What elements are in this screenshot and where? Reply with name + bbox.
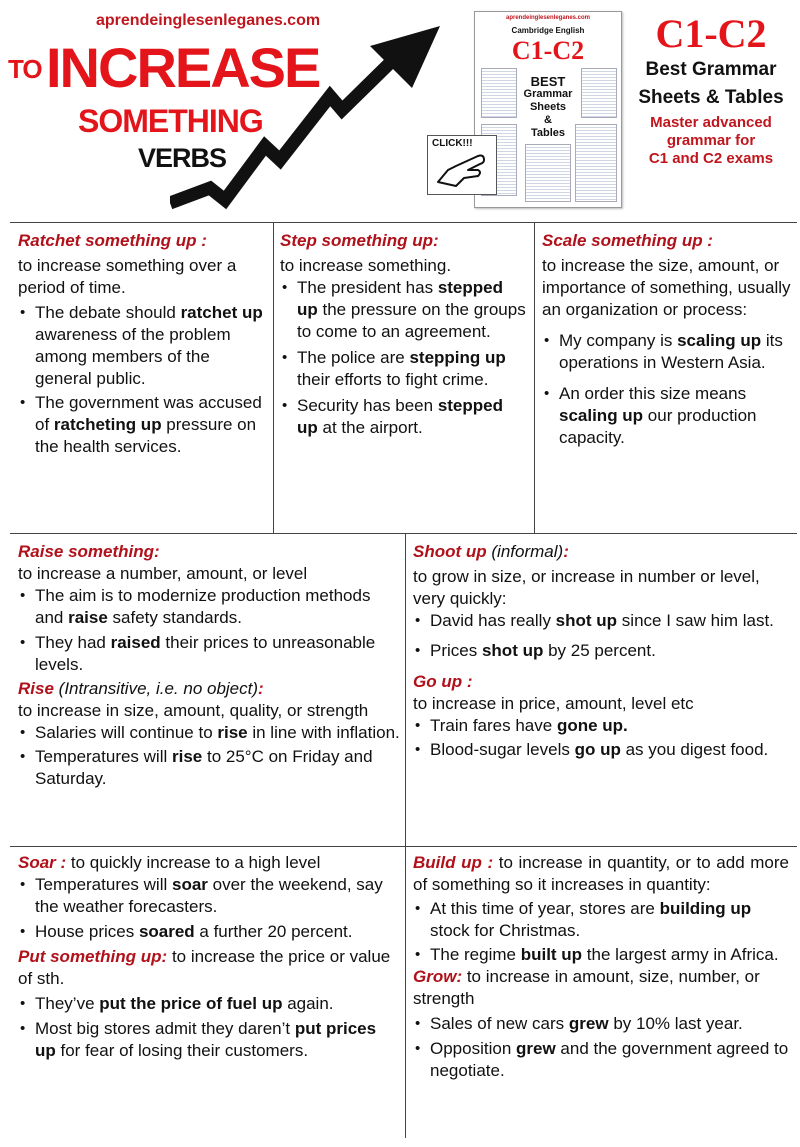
example-item: • The government was accused of ratcheting up pressure on the health services.: [18, 392, 263, 458]
entry-heading: Step something up:: [280, 231, 439, 250]
promo-line3: Master advanced: [650, 114, 772, 131]
grid-line: [10, 533, 797, 534]
entry-heading: Ratchet something up :: [18, 231, 207, 250]
example-item: • The aim is to modernize production methods and raise safety standards.: [18, 585, 400, 629]
example-item: • The police are stepping up their efforts to fight crime.: [280, 347, 528, 391]
promo-line5: C1 and C2 exams: [648, 150, 774, 167]
example-item: • Sales of new cars grew by 10% last year.: [413, 1013, 789, 1035]
entry-heading: Go up :: [413, 672, 473, 691]
grid-line: [273, 222, 274, 533]
entry-heading: Scale something up :: [542, 231, 713, 250]
entry-heading-grow: Grow: to increase in amount, size, number, or strength: [413, 967, 760, 1008]
entry-ratchet: [18, 230, 263, 458]
sheet-thumbnail: [525, 144, 571, 202]
entry-build: [413, 852, 789, 1082]
entry-shoot: [413, 541, 793, 761]
click-button[interactable]: [427, 135, 497, 195]
entry-raise: [18, 541, 400, 790]
sheet-thumbnail: [581, 68, 617, 118]
example-item: • They’ve put the price of fuel up again.: [18, 993, 400, 1015]
title-increase: INCREASE: [46, 36, 320, 99]
entry-definition: to increase something over a period of time.: [18, 256, 237, 297]
entry-heading: Raise something:: [18, 542, 160, 561]
promo-level: C1-C2: [655, 11, 767, 56]
book-best: BEST: [530, 74, 566, 89]
example-item: • Temperatures will soar over the weekend, say the weather forecasters.: [18, 874, 400, 918]
book-level: C1-C2: [511, 36, 585, 65]
grid-line: [10, 846, 797, 847]
promo-subtitle: [625, 114, 797, 168]
site-url[interactable]: aprendeinglesenleganes.com: [96, 12, 321, 29]
example-item: • They had raised their prices to unreasonable levels.: [18, 632, 400, 676]
title-something: SOMETHING: [78, 103, 263, 139]
entry-heading-build: Build up : to increase in quantity, or to add more of something so it increases in quantity:: [413, 853, 789, 894]
book-cambridge: Cambridge English: [511, 26, 585, 35]
example-item: • Security has been stepped up at the airport.: [280, 395, 528, 439]
sheet-thumbnail: [575, 124, 617, 202]
title-verbs: VERBS: [138, 143, 227, 173]
entry-heading-soar: Soar : to quickly increase to a high level: [18, 853, 321, 872]
click-label: CLICK!!!: [432, 138, 473, 149]
example-item: • Train fares have gone up.: [413, 715, 793, 737]
sheet-thumbnail: [481, 68, 517, 118]
entry-definition: to increase something.: [280, 256, 452, 275]
hand-pointer-icon: [434, 152, 490, 190]
example-item: • Blood-sugar levels go up as you digest food.: [413, 739, 793, 761]
example-item: • Most big stores admit they daren’t put prices up for fear of losing their customers.: [18, 1018, 400, 1062]
promo-line4: grammar for: [666, 132, 756, 149]
example-item: • House prices soared a further 20 percent.: [18, 921, 400, 943]
entry-heading-put: Put something up: to increase the price or value of sth.: [18, 947, 391, 988]
entry-scale: [542, 230, 792, 449]
entry-step: [280, 230, 528, 439]
example-item: • David has really shot up since I saw him last.: [413, 610, 793, 632]
entry-heading-shoot: Shoot up (informal):: [413, 542, 569, 561]
grid-line: [534, 222, 535, 533]
promo-title: [625, 56, 797, 112]
book-tables: Tables: [530, 127, 566, 139]
book-site: aprendeinglesenleganes.com: [505, 15, 591, 21]
example-item: • The president has stepped up the pressure on the groups to come to an agreement.: [280, 277, 528, 343]
promo-line1: Best Grammar: [645, 59, 777, 80]
entry-heading-rise: Rise (Intransitive, i.e. no object):: [18, 679, 264, 698]
example-item: • Salaries will continue to rise in line with inflation.: [18, 722, 400, 744]
example-item: • An order this size means scaling up our production capacity.: [542, 383, 792, 449]
example-item: • The regime built up the largest army in Africa.: [413, 944, 789, 966]
promo-line2: Sheets & Tables: [638, 87, 784, 108]
example-item: • Temperatures will rise to 25°C on Friday and Saturday.: [18, 746, 400, 790]
entry-definition: to grow in size, or increase in number or level, very quickly:: [413, 567, 760, 608]
entry-definition: to increase a number, amount, or level: [18, 564, 308, 583]
entry-soar: [18, 852, 400, 1062]
title-to: TO: [8, 54, 42, 84]
example-item: • Opposition grew and the government agreed to negotiate.: [413, 1038, 789, 1082]
example-item: • At this time of year, stores are building up stock for Christmas.: [413, 898, 789, 942]
entry-definition: to increase in price, amount, level etc: [413, 694, 694, 713]
book-grammar-sheets-text: Grammar Sheets: [523, 88, 573, 113]
book-amp: &: [544, 114, 552, 126]
grid-line: [10, 222, 797, 223]
entry-definition: to increase the size, amount, or importance of something, usually an organization or process:: [542, 256, 791, 319]
grid-line: [405, 533, 406, 1138]
entry-definition: to increase in size, amount, quality, or strength: [18, 701, 369, 720]
example-item: • My company is scaling up its operations in Western Asia.: [542, 330, 792, 374]
example-item: • The debate should ratchet up awareness of the problem among members of the general public.: [18, 302, 263, 390]
example-item: • Prices shot up by 25 percent.: [413, 640, 793, 662]
